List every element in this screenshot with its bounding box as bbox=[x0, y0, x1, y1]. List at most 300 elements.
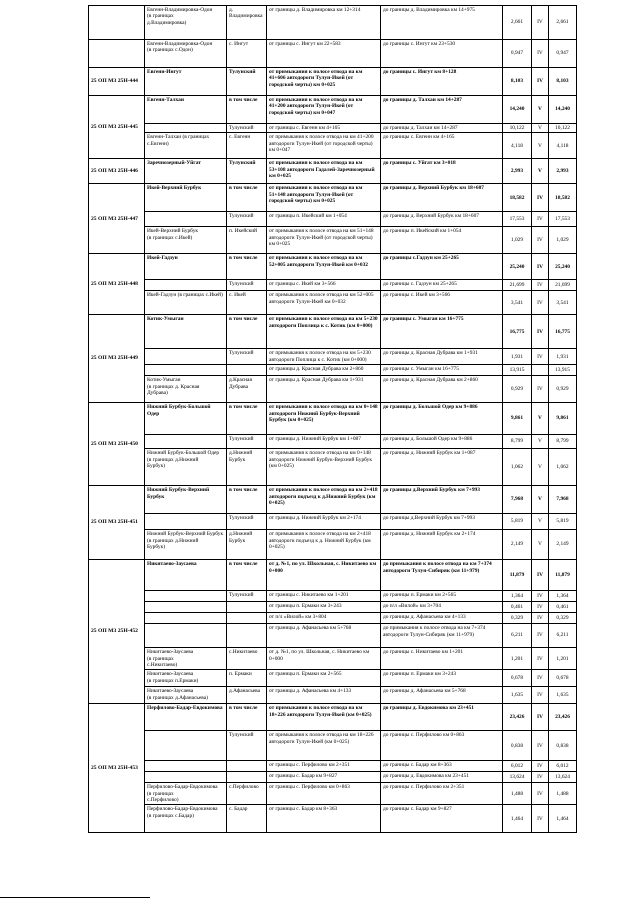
total-length-cell: 23,426 bbox=[549, 704, 577, 731]
table-row bbox=[89, 403, 577, 435]
total-length-cell: 17,553 bbox=[549, 212, 577, 227]
district-cell: в том числе bbox=[227, 486, 267, 514]
total-length-cell: 0,947 bbox=[549, 40, 577, 68]
district-cell: в том числе bbox=[227, 96, 267, 124]
length-cell: 1,464 bbox=[503, 805, 532, 833]
road-name-cell: Никитаево-Заусаева (в границах с.Никитаево) bbox=[145, 648, 227, 670]
table-row bbox=[89, 124, 577, 133]
category-cell: IV bbox=[532, 254, 549, 280]
road-name-cell: Икей-Гадзун (в границах с.Икей) bbox=[145, 291, 227, 315]
category-cell: IV bbox=[532, 212, 549, 227]
length-cell: 3,541 bbox=[503, 291, 532, 315]
district-cell: с. Ингут bbox=[227, 40, 267, 68]
category-cell: IV bbox=[532, 591, 549, 602]
segment-end-cell: до границы д. Евдокимова км 23+451 bbox=[381, 704, 503, 731]
segment-start-cell: от примыкания к полосе отвода на км 2+418 автодороги подъезд к д.Нижний Бурбук (км 0+025) bbox=[267, 486, 381, 514]
total-length-cell: 7,968 bbox=[549, 486, 577, 514]
segment-start-cell: от примыкания к полосе отвода на км 2+418 автодороги подъезд к д. Нижний Бурбук (км 0+025) bbox=[267, 530, 381, 560]
segment-end-cell: до границы д. Нижний Бурбук км 1+087 bbox=[381, 449, 503, 486]
total-length-cell: 0,678 bbox=[549, 670, 577, 687]
table-row bbox=[89, 280, 577, 291]
segment-end-cell: до границы д.Верхний Бурбук км 7+993 bbox=[381, 514, 503, 530]
length-cell: 13,624 bbox=[503, 772, 532, 783]
segment-start-cell: от границы д. Афанасьева км 5+768 bbox=[267, 624, 381, 648]
total-length-cell: 13,624 bbox=[549, 772, 577, 783]
table-row bbox=[89, 315, 577, 349]
road-name-cell bbox=[145, 731, 227, 761]
road-code-cell: 25 ОП МЗ 25Н-445 bbox=[89, 96, 145, 159]
length-cell: 13,915 bbox=[503, 365, 532, 376]
segment-start-cell: от границы п. Ермаки км 2+565 bbox=[267, 670, 381, 687]
district-cell: в том числе bbox=[227, 315, 267, 349]
segment-start-cell: от границы д. Нижний Бурбук км 1+087 bbox=[267, 435, 381, 449]
total-length-cell: 1,635 bbox=[549, 687, 577, 704]
segment-start-cell: от границы с. Бадар км 9+827 bbox=[267, 772, 381, 783]
segment-end-cell: до границы д. Афанасьева км 5+768 bbox=[381, 687, 503, 704]
category-cell: IV bbox=[532, 560, 549, 591]
road-name-cell bbox=[145, 761, 227, 772]
length-cell: 14,240 bbox=[503, 96, 532, 124]
category-cell: IV bbox=[532, 280, 549, 291]
segment-start-cell: от границы с. Перфилово км 0+863 bbox=[267, 783, 381, 805]
segment-start-cell: от примыкания к полосе отвода на км 41+606 автодороги Тулун-Икей (от городской черты) км 0+025 bbox=[267, 68, 381, 96]
district-cell bbox=[227, 602, 267, 613]
total-length-cell: 2,661 bbox=[549, 6, 577, 40]
total-length-cell: 2,149 bbox=[549, 530, 577, 560]
road-code-cell: 25 ОП МЗ 25Н-450 bbox=[89, 403, 145, 486]
table-row bbox=[89, 254, 577, 280]
total-length-cell: 0,329 bbox=[549, 613, 577, 624]
category-cell: IV bbox=[532, 227, 549, 254]
table-row bbox=[89, 68, 577, 96]
segment-start-cell: от примыкания к полосе отвода на км 41+200 автодороги Тулун-Икей (от городской черты) км 0+047 bbox=[267, 96, 381, 124]
road-name-cell: Котик-Умыган (в границах д. Красная Дубрава) bbox=[145, 376, 227, 403]
road-code-cell: 25 ОП МЗ 25Н-447 bbox=[89, 184, 145, 254]
total-length-cell: 1,931 bbox=[549, 349, 577, 365]
road-name-cell bbox=[145, 124, 227, 133]
length-cell: 9,861 bbox=[503, 403, 532, 435]
segment-end-cell: до границы д. Владимировка км 14+975 bbox=[381, 6, 503, 40]
road-code-cell: 25 ОП МЗ 25Н-453 bbox=[89, 704, 145, 833]
district-cell: Тулунский bbox=[227, 435, 267, 449]
table-row bbox=[89, 449, 577, 486]
table-row bbox=[89, 365, 577, 376]
category-cell: IV bbox=[532, 772, 549, 783]
total-length-cell: 9,861 bbox=[549, 403, 577, 435]
category-cell: IV bbox=[532, 6, 549, 40]
table-row bbox=[89, 291, 577, 315]
road-name-cell: Икей-Верхний Бурбук bbox=[145, 184, 227, 212]
category-cell: IV bbox=[532, 349, 549, 365]
segment-end-cell: до границы п. Ермаки км 3+243 bbox=[381, 670, 503, 687]
segment-end-cell: до границы с. Бадар км 9+827 bbox=[381, 805, 503, 833]
district-cell bbox=[227, 365, 267, 376]
total-length-cell: 25,240 bbox=[549, 254, 577, 280]
district-cell: с.Никитаево bbox=[227, 648, 267, 670]
district-cell: с. Бадар bbox=[227, 805, 267, 833]
road-name-cell bbox=[145, 365, 227, 376]
road-name-cell bbox=[145, 772, 227, 783]
road-code-cell: 25 ОП МЗ 25Н-448 bbox=[89, 254, 145, 315]
segment-start-cell: от примыкания к полосе отвода на км 53+108 автодороги Гадалей-Заречнозерный км 0+025 bbox=[267, 159, 381, 184]
length-cell: 6,211 bbox=[503, 624, 532, 648]
segment-start-cell: от д. №1, по ул. Школьная, с. Никитаево км 0+000 bbox=[267, 560, 381, 591]
road-code-cell: 25 ОП МЗ 25Н-444 bbox=[89, 68, 145, 96]
length-cell: 1,635 bbox=[503, 687, 532, 704]
table-row bbox=[89, 159, 577, 184]
road-name-cell: Икей-Верхний Бурбук (в границах с.Икей) bbox=[145, 227, 227, 254]
length-cell: 23,426 bbox=[503, 704, 532, 731]
category-cell: V bbox=[532, 403, 549, 435]
segment-end-cell: до границы с. Гадзун км 25+265 bbox=[381, 280, 503, 291]
length-cell: 10,122 bbox=[503, 124, 532, 133]
road-name-cell bbox=[145, 280, 227, 291]
table-row bbox=[89, 184, 577, 212]
length-cell: 0,838 bbox=[503, 731, 532, 761]
length-cell: 0,461 bbox=[503, 602, 532, 613]
segment-start-cell: от границы с. Евгенн км 4+165 bbox=[267, 124, 381, 133]
segment-start-cell: от примыкания к полосе отвода на км 51+148 автодороги Тулун-Икей (от городской черты) км 0+025 bbox=[267, 227, 381, 254]
segment-end-cell: до границы с. Умыган км 16+775 bbox=[381, 315, 503, 349]
district-cell: в том числе bbox=[227, 184, 267, 212]
category-cell: V bbox=[532, 435, 549, 449]
length-cell: 1,364 bbox=[503, 591, 532, 602]
length-cell: 16,775 bbox=[503, 315, 532, 349]
road-name-cell bbox=[145, 602, 227, 613]
district-cell: п. Ермаки bbox=[227, 670, 267, 687]
segment-end-cell: до границы д. Талхаи км 14+287 bbox=[381, 124, 503, 133]
category-cell: IV bbox=[532, 613, 549, 624]
category-cell: IV bbox=[532, 376, 549, 403]
length-cell: 0,929 bbox=[503, 376, 532, 403]
table-row bbox=[89, 731, 577, 761]
district-cell: Тулунский bbox=[227, 349, 267, 365]
total-length-cell: 5,819 bbox=[549, 514, 577, 530]
segment-end-cell: до границы д. Нижний Бурбук км 2+174 bbox=[381, 530, 503, 560]
length-cell: 1,931 bbox=[503, 349, 532, 365]
segment-end-cell: до границы д. Верхний Бурбук км 18+607 bbox=[381, 212, 503, 227]
segment-start-cell: от примыкания к полосе отвода на км 0+148 автодороги Нижний Бурбук-Верхний Бурбук (км 0+025) bbox=[267, 403, 381, 435]
length-cell: 18,582 bbox=[503, 184, 532, 212]
district-cell: Тулунский bbox=[227, 731, 267, 761]
segment-end-cell: до границы д. Красная Дубрава км 1+931 bbox=[381, 349, 503, 365]
length-cell: 2,993 bbox=[503, 159, 532, 184]
segment-start-cell: от примыкания к полосе отвода на км 0+148 автодороги Нижний Бурбук-Верхний Бурбук (км 0+025) bbox=[267, 449, 381, 486]
table-row bbox=[89, 212, 577, 227]
segment-end-cell: до границы д.Верхний Бурбук км 7+993 bbox=[381, 486, 503, 514]
table-row bbox=[89, 670, 577, 687]
district-cell: п. Икейский bbox=[227, 227, 267, 254]
road-name-cell: Нижний Бурбук-Большой Одер bbox=[145, 403, 227, 435]
category-cell: IV bbox=[532, 40, 549, 68]
district-cell: с.Перфилово bbox=[227, 783, 267, 805]
total-length-cell: 3,541 bbox=[549, 291, 577, 315]
length-cell: 0,947 bbox=[503, 40, 532, 68]
total-length-cell: 1,488 bbox=[549, 783, 577, 805]
segment-start-cell: от примыкания к полосе отвода на км 5+230 автодороги Поплица к с. Котик (км 0+000) bbox=[267, 315, 381, 349]
district-cell: с. Икей bbox=[227, 291, 267, 315]
length-cell: 5,819 bbox=[503, 514, 532, 530]
table-row bbox=[89, 514, 577, 530]
segment-start-cell: от п/л «Вилой» км 3+804 bbox=[267, 613, 381, 624]
category-cell: V bbox=[532, 133, 549, 159]
segment-end-cell: до границы с. Икей км 3+566 bbox=[381, 291, 503, 315]
segment-end-cell: до границы д. Большой Одер км 9+886 bbox=[381, 403, 503, 435]
category-cell: IV bbox=[532, 602, 549, 613]
district-cell: в том числе bbox=[227, 560, 267, 591]
segment-end-cell: до границы д. Красная Дубрава км 2+860 bbox=[381, 376, 503, 403]
length-cell: 6,012 bbox=[503, 761, 532, 772]
segment-start-cell: от границы с. Ингут км 22+583 bbox=[267, 40, 381, 68]
category-cell: V bbox=[532, 530, 549, 560]
segment-start-cell: от границы д. Афанасьева км 4+133 bbox=[267, 687, 381, 704]
table-row bbox=[89, 349, 577, 365]
road-name-cell bbox=[145, 514, 227, 530]
road-name-cell: Евгенн-Владимировка-Одон (в границах д.Владимировка) bbox=[145, 6, 227, 40]
category-cell: IV bbox=[532, 704, 549, 731]
district-cell bbox=[227, 772, 267, 783]
segment-start-cell: от границы с. Икей км 3+566 bbox=[267, 280, 381, 291]
category-cell: V bbox=[532, 96, 549, 124]
road-name-cell: Икей-Гадзун bbox=[145, 254, 227, 280]
district-cell: д.Красная Дубрава bbox=[227, 376, 267, 403]
segment-start-cell: от границы д. Нижний Бурбук км 2+174 bbox=[267, 514, 381, 530]
table-row bbox=[89, 761, 577, 772]
table-row bbox=[89, 602, 577, 613]
table-row bbox=[89, 805, 577, 833]
table-row bbox=[89, 96, 577, 124]
segment-start-cell: от границы с. Никитаево км 1+201 bbox=[267, 591, 381, 602]
segment-start-cell: от границы д. Красная Дубрава км 1+931 bbox=[267, 376, 381, 403]
road-code-cell bbox=[89, 40, 145, 68]
bottom-rule bbox=[0, 897, 150, 898]
road-name-cell: Котик-Умыган bbox=[145, 315, 227, 349]
length-cell: 1,062 bbox=[503, 449, 532, 486]
district-cell: Тулунский bbox=[227, 159, 267, 184]
district-cell: Тулунский bbox=[227, 280, 267, 291]
total-length-cell: 1,062 bbox=[549, 449, 577, 486]
length-cell: 7,968 bbox=[503, 486, 532, 514]
district-cell: в том числе bbox=[227, 403, 267, 435]
road-name-cell: Перфилово-Бадар-Евдокимова (в границах с.Перфилово) bbox=[145, 783, 227, 805]
category-cell: IV bbox=[532, 648, 549, 670]
road-name-cell bbox=[145, 349, 227, 365]
road-name-cell bbox=[145, 591, 227, 602]
total-length-cell: 0,929 bbox=[549, 376, 577, 403]
segment-start-cell: от примыкания к полосе отвода на км 52+005 автодороги Тулун-Икей км 0+032 bbox=[267, 254, 381, 280]
category-cell: IV bbox=[532, 783, 549, 805]
total-length-cell: 4,118 bbox=[549, 133, 577, 159]
table-row bbox=[89, 435, 577, 449]
length-cell: 0,329 bbox=[503, 613, 532, 624]
category-cell: IV bbox=[532, 761, 549, 772]
table-row bbox=[89, 376, 577, 403]
total-length-cell: 1,464 bbox=[549, 805, 577, 833]
category-cell: IV bbox=[532, 291, 549, 315]
segment-end-cell: до границы с. Бадар км 8+363 bbox=[381, 761, 503, 772]
road-name-cell: Евгенн-Владимировка-Одон (в границах с.Одон) bbox=[145, 40, 227, 68]
table-row bbox=[89, 783, 577, 805]
segment-end-cell: до границы с. Евгенн км 4+165 bbox=[381, 133, 503, 159]
table-row bbox=[89, 704, 577, 731]
category-cell: V bbox=[532, 514, 549, 530]
length-cell: 17,553 bbox=[503, 212, 532, 227]
category-cell: V bbox=[532, 449, 549, 486]
segment-start-cell: от границы д. Красная Дубрава км 2+860 bbox=[267, 365, 381, 376]
segment-start-cell: от границы с. Перфилово км 2+351 bbox=[267, 761, 381, 772]
road-code-cell: 25 ОП МЗ 25Н-446 bbox=[89, 159, 145, 184]
segment-start-cell: от границы п. Ермаки км 3+243 bbox=[267, 602, 381, 613]
segment-end-cell: до примыкания к полосе отвода на км 7+374 автодороги Тулун-Сибиряк (км 11+979) bbox=[381, 560, 503, 591]
segment-end-cell: до границы с. Ингут км 8+128 bbox=[381, 68, 503, 96]
district-cell: д. Владимировка bbox=[227, 6, 267, 40]
segment-end-cell: до границы п. Ермаки км 2+565 bbox=[381, 591, 503, 602]
category-cell: IV bbox=[532, 68, 549, 96]
district-cell: в том числе bbox=[227, 704, 267, 731]
total-length-cell: 10,122 bbox=[549, 124, 577, 133]
total-length-cell: 1,201 bbox=[549, 648, 577, 670]
table-row bbox=[89, 591, 577, 602]
segment-start-cell: от границы с. Бадар км 8+363 bbox=[267, 805, 381, 833]
road-name-cell: Нижний Бурбук-Большой Одер (в границах д.Нижний Бурбук) bbox=[145, 449, 227, 486]
table-row bbox=[89, 613, 577, 624]
segment-start-cell: от границы п. Икейский км 1+054 bbox=[267, 212, 381, 227]
road-name-cell: Никитаево-Заусаева bbox=[145, 560, 227, 591]
district-cell: Тулунский bbox=[227, 68, 267, 96]
total-length-cell: 13,915 bbox=[549, 365, 577, 376]
table-body bbox=[89, 6, 577, 833]
segment-end-cell: до границы с.Гадзун км 25+265 bbox=[381, 254, 503, 280]
length-cell: 1,029 bbox=[503, 227, 532, 254]
category-cell bbox=[532, 365, 549, 376]
road-name-cell: Нижний Бурбук-Верхний Бурбук (в границах д.Нижний Бурбук) bbox=[145, 530, 227, 560]
table-row bbox=[89, 772, 577, 783]
segment-end-cell: до границы д. Афанасьева км 4+133 bbox=[381, 613, 503, 624]
category-cell: V bbox=[532, 486, 549, 514]
district-cell bbox=[227, 761, 267, 772]
total-length-cell: 2,993 bbox=[549, 159, 577, 184]
segment-start-cell: от границы д. Владимировка км 12+314 bbox=[267, 6, 381, 40]
segment-end-cell: до границы д. Талхаи км 14+287 bbox=[381, 96, 503, 124]
road-code-cell: 25 ОП МЗ 25Н-451 bbox=[89, 486, 145, 560]
total-length-cell: 8,799 bbox=[549, 435, 577, 449]
road-code-cell: 25 ОП МЗ 25Н-449 bbox=[89, 315, 145, 403]
length-cell: 4,118 bbox=[503, 133, 532, 159]
total-length-cell: 18,582 bbox=[549, 184, 577, 212]
segment-start-cell: от примыкания к полосе отвода на км 18+226 автодороги Тулун-Икей (км 0+025) bbox=[267, 731, 381, 761]
total-length-cell: 6,012 bbox=[549, 761, 577, 772]
total-length-cell: 1,029 bbox=[549, 227, 577, 254]
district-cell: в том числе bbox=[227, 254, 267, 280]
total-length-cell: 0,461 bbox=[549, 602, 577, 613]
category-cell: IV bbox=[532, 805, 549, 833]
category-cell: V bbox=[532, 124, 549, 133]
segment-end-cell: до границы д. Большой Одер км 9+886 bbox=[381, 435, 503, 449]
category-cell: IV bbox=[532, 670, 549, 687]
length-cell: 1,201 bbox=[503, 648, 532, 670]
table-row bbox=[89, 560, 577, 591]
category-cell: V bbox=[532, 159, 549, 184]
district-cell: Тулунский bbox=[227, 514, 267, 530]
length-cell: 8,799 bbox=[503, 435, 532, 449]
road-name-cell: Перфилово-Бадар-Евдокимова (в границах с.Бадар) bbox=[145, 805, 227, 833]
road-name-cell: Никитаево-Заусаева (в границах д.Афанасьева) bbox=[145, 687, 227, 704]
table-row bbox=[89, 133, 577, 159]
segment-end-cell: до границы п. Икейский км 1+054 bbox=[381, 227, 503, 254]
table-row bbox=[89, 486, 577, 514]
table-row bbox=[89, 687, 577, 704]
segment-end-cell: до п/л «Вилой» км 3+704 bbox=[381, 602, 503, 613]
segment-end-cell: до границы с. Уйгат км 3+018 bbox=[381, 159, 503, 184]
segment-end-cell: до границы с. Перфилово км 2+351 bbox=[381, 783, 503, 805]
total-length-cell: 11,879 bbox=[549, 560, 577, 591]
segment-end-cell: до границы д. Евдокимова км 23+451 bbox=[381, 772, 503, 783]
road-name-cell: Нижний Бурбук-Верхний Бурбук bbox=[145, 486, 227, 514]
district-cell bbox=[227, 613, 267, 624]
table-row bbox=[89, 648, 577, 670]
segment-start-cell: от примыкания к полосе отвода на км 51+148 автодороги Тулун-Икей (от городской черты) км 0+025 bbox=[267, 184, 381, 212]
category-cell: IV bbox=[532, 184, 549, 212]
segment-end-cell: до границы с. Умыган км 16+775 bbox=[381, 365, 503, 376]
segment-start-cell: от примыкания к полосе отвода на км 52+005 автодороги Тулун-Икей км 0+032 bbox=[267, 291, 381, 315]
table-row bbox=[89, 624, 577, 648]
road-name-cell bbox=[145, 435, 227, 449]
segment-end-cell: до примыкания к полосе отвода на км 7+374 автодороги Тулун-Сибиряк (км 11+979) bbox=[381, 624, 503, 648]
road-name-cell: Евгенн-Ингут bbox=[145, 68, 227, 96]
table-row bbox=[89, 40, 577, 68]
roads-table bbox=[88, 5, 577, 833]
road-name-cell bbox=[145, 212, 227, 227]
road-code-cell bbox=[89, 6, 145, 40]
category-cell: IV bbox=[532, 731, 549, 761]
district-cell: Тулунский bbox=[227, 124, 267, 133]
total-length-cell: 1,364 bbox=[549, 591, 577, 602]
table-row bbox=[89, 227, 577, 254]
district-cell: д.Афанасьева bbox=[227, 687, 267, 704]
road-name-cell: Евгенн-Талхаи bbox=[145, 96, 227, 124]
district-cell: д.Нижний Бурбук bbox=[227, 449, 267, 486]
segment-start-cell: от примыкания к полосе отвода на км 18+226 автодороги Тулун-Икей (км 0+025) bbox=[267, 704, 381, 731]
length-cell: 0,678 bbox=[503, 670, 532, 687]
table-row bbox=[89, 530, 577, 560]
district-cell bbox=[227, 624, 267, 648]
length-cell: 11,879 bbox=[503, 560, 532, 591]
road-code-cell: 25 ОП МЗ 25Н-452 bbox=[89, 560, 145, 704]
segment-end-cell: до границы д. Верхний Бурбук км 18+607 bbox=[381, 184, 503, 212]
category-cell: IV bbox=[532, 687, 549, 704]
segment-end-cell: до границы с. Ингут км 23+530 bbox=[381, 40, 503, 68]
district-cell: с. Евгенн bbox=[227, 133, 267, 159]
road-name-cell bbox=[145, 613, 227, 624]
segment-end-cell: до границы с. Перфилово км 0+863 bbox=[381, 731, 503, 761]
road-name-cell: Заречнозерный-Уйгат bbox=[145, 159, 227, 184]
road-name-cell: Евгенн-Талхаи (в границах с.Евгенн) bbox=[145, 133, 227, 159]
road-name-cell: Перфилово-Бадар-Евдокимова bbox=[145, 704, 227, 731]
district-cell: д.Нижний Бурбук bbox=[227, 530, 267, 560]
total-length-cell: 16,775 bbox=[549, 315, 577, 349]
length-cell: 25,240 bbox=[503, 254, 532, 280]
total-length-cell: 14,240 bbox=[549, 96, 577, 124]
segment-start-cell: от д. №1, по ул. Школьная, с. Никитаево км 0+000 bbox=[267, 648, 381, 670]
district-cell: Тулунский bbox=[227, 591, 267, 602]
length-cell: 1,488 bbox=[503, 783, 532, 805]
category-cell: IV bbox=[532, 624, 549, 648]
segment-start-cell: от примыкания к полосе отвода на км 5+230 автодороги Поплица к с. Котик (км 0+000) bbox=[267, 349, 381, 365]
road-name-cell: Никитаево-Заусаева (в границах п.Ермаки) bbox=[145, 670, 227, 687]
segment-end-cell: до границы с. Никитаево км 1+201 bbox=[381, 648, 503, 670]
total-length-cell: 6,211 bbox=[549, 624, 577, 648]
table-row bbox=[89, 6, 577, 40]
